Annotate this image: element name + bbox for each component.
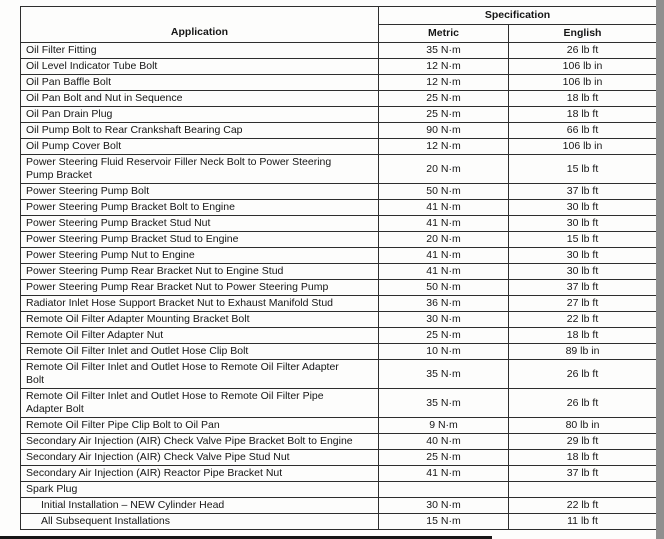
application-cell bbox=[21, 184, 379, 200]
table-row bbox=[21, 450, 657, 466]
metric-value-cell: 25 N·m bbox=[379, 450, 509, 466]
table-row bbox=[21, 91, 657, 107]
table-row bbox=[21, 248, 657, 264]
table-row bbox=[21, 184, 657, 200]
english-column-header: English bbox=[509, 25, 657, 43]
table-row bbox=[21, 312, 657, 328]
table-row bbox=[21, 75, 657, 91]
application-text: Oil Pan Bolt and Nut in Sequence bbox=[26, 92, 183, 104]
table-row bbox=[21, 43, 657, 59]
application-cell bbox=[21, 450, 379, 466]
application-cell bbox=[21, 434, 379, 450]
application-column-header: Application bbox=[21, 7, 379, 43]
application-text: Power Steering Pump Rear Bracket Nut to Power Steering Pump bbox=[26, 281, 329, 293]
application-text: Power Steering Pump Bolt bbox=[26, 185, 150, 197]
scan-edge-right bbox=[656, 0, 664, 539]
application-text: Secondary Air Injection (AIR) Check Valve Pipe Bracket Bolt to Engine bbox=[26, 435, 353, 447]
english-value-cell: 15 lb ft bbox=[509, 155, 657, 184]
table-row bbox=[21, 123, 657, 139]
metric-value-cell: 12 N·m bbox=[379, 75, 509, 91]
table-row bbox=[21, 434, 657, 450]
application-text: Power Steering Fluid Reservoir Filler Neck Bolt to Power Steering Pump Bracket bbox=[26, 156, 332, 181]
application-cell bbox=[21, 482, 379, 498]
application-cell bbox=[21, 123, 379, 139]
metric-value-cell: 90 N·m bbox=[379, 123, 509, 139]
english-value-cell: 89 lb in bbox=[509, 344, 657, 360]
application-text: Remote Oil Filter Pipe Clip Bolt to Oil Pan bbox=[26, 419, 220, 431]
application-text: Remote Oil Filter Adapter Nut bbox=[26, 329, 164, 341]
application-cell bbox=[21, 514, 379, 530]
metric-value-cell: 12 N·m bbox=[379, 59, 509, 75]
application-text: Oil Pan Drain Plug bbox=[26, 108, 113, 120]
application-text: Remote Oil Filter Inlet and Outlet Hose to Remote Oil Filter Adapter Bolt bbox=[26, 361, 339, 386]
specification-header: Specification bbox=[379, 7, 657, 25]
application-text: All Subsequent Installations bbox=[41, 515, 170, 527]
metric-value-cell: 50 N·m bbox=[379, 280, 509, 296]
table-row bbox=[21, 389, 657, 418]
application-cell bbox=[21, 248, 379, 264]
metric-value-cell: 25 N·m bbox=[379, 107, 509, 123]
application-text: Power Steering Pump Bracket Stud to Engine bbox=[26, 233, 239, 245]
application-cell bbox=[21, 264, 379, 280]
metric-column-header: Metric bbox=[379, 25, 509, 43]
application-text: Remote Oil Filter Adapter Mounting Bracket Bolt bbox=[26, 313, 250, 325]
english-value-cell: 37 lb ft bbox=[509, 466, 657, 482]
application-cell bbox=[21, 418, 379, 434]
application-cell bbox=[21, 75, 379, 91]
application-cell bbox=[21, 280, 379, 296]
english-value-cell: 106 lb in bbox=[509, 139, 657, 155]
application-cell bbox=[21, 296, 379, 312]
application-text: Oil Pump Bolt to Rear Crankshaft Bearing Cap bbox=[26, 124, 243, 136]
application-cell bbox=[21, 43, 379, 59]
metric-value-cell: 25 N·m bbox=[379, 328, 509, 344]
table-row bbox=[21, 155, 657, 184]
metric-value-cell: 35 N·m bbox=[379, 389, 509, 418]
application-text: Secondary Air Injection (AIR) Check Valve Pipe Stud Nut bbox=[26, 451, 290, 463]
application-text: Oil Level Indicator Tube Bolt bbox=[26, 60, 158, 72]
english-value-cell: 29 lb ft bbox=[509, 434, 657, 450]
metric-value-cell: 20 N·m bbox=[379, 155, 509, 184]
table-row bbox=[21, 328, 657, 344]
metric-value-cell: 41 N·m bbox=[379, 264, 509, 280]
table-row bbox=[21, 232, 657, 248]
application-cell bbox=[21, 216, 379, 232]
metric-value-cell: 36 N·m bbox=[379, 296, 509, 312]
table-row bbox=[21, 139, 657, 155]
application-text: Remote Oil Filter Inlet and Outlet Hose to Remote Oil Filter Pipe Adapter Bolt bbox=[26, 390, 324, 415]
english-value-cell: 22 lb ft bbox=[509, 498, 657, 514]
application-text: Oil Pump Cover Bolt bbox=[26, 140, 122, 152]
application-cell bbox=[21, 328, 379, 344]
metric-value-cell: 25 N·m bbox=[379, 91, 509, 107]
metric-value-cell: 35 N·m bbox=[379, 43, 509, 59]
application-text: Remote Oil Filter Inlet and Outlet Hose Clip Bolt bbox=[26, 345, 249, 357]
table-body bbox=[21, 43, 657, 530]
metric-value-cell: 30 N·m bbox=[379, 498, 509, 514]
english-value-cell: 18 lb ft bbox=[509, 91, 657, 107]
metric-value-cell: 15 N·m bbox=[379, 514, 509, 530]
english-value-cell: 30 lb ft bbox=[509, 248, 657, 264]
english-value-cell: 15 lb ft bbox=[509, 232, 657, 248]
application-cell bbox=[21, 498, 379, 514]
application-cell bbox=[21, 389, 379, 418]
table-row bbox=[21, 482, 657, 498]
application-text: Spark Plug bbox=[26, 483, 78, 495]
application-cell bbox=[21, 139, 379, 155]
english-value-cell: 18 lb ft bbox=[509, 450, 657, 466]
english-value-cell: 66 lb ft bbox=[509, 123, 657, 139]
english-value-cell: 106 lb in bbox=[509, 59, 657, 75]
table-row bbox=[21, 344, 657, 360]
english-value-cell: 26 lb ft bbox=[509, 360, 657, 389]
english-value-cell: 27 lb ft bbox=[509, 296, 657, 312]
metric-value-cell: 12 N·m bbox=[379, 139, 509, 155]
application-cell bbox=[21, 155, 379, 184]
english-value-cell: 30 lb ft bbox=[509, 216, 657, 232]
application-cell bbox=[21, 232, 379, 248]
application-text: Power Steering Pump Bracket Bolt to Engine bbox=[26, 201, 235, 213]
table-row bbox=[21, 280, 657, 296]
english-value-cell: 11 lb ft bbox=[509, 514, 657, 530]
application-cell bbox=[21, 344, 379, 360]
table-row bbox=[21, 107, 657, 123]
metric-value-cell: 40 N·m bbox=[379, 434, 509, 450]
application-cell bbox=[21, 59, 379, 75]
english-value-cell: 80 lb in bbox=[509, 418, 657, 434]
application-text: Radiator Inlet Hose Support Bracket Nut to Exhaust Manifold Stud bbox=[26, 297, 333, 309]
english-value-cell: 106 lb in bbox=[509, 75, 657, 91]
table-row bbox=[21, 216, 657, 232]
table-row bbox=[21, 264, 657, 280]
metric-value-cell: 41 N·m bbox=[379, 216, 509, 232]
english-value-cell: 37 lb ft bbox=[509, 280, 657, 296]
application-text: Oil Filter Fitting bbox=[26, 44, 97, 56]
table-row bbox=[21, 514, 657, 530]
application-text: Secondary Air Injection (AIR) Reactor Pipe Bracket Nut bbox=[26, 467, 283, 479]
table-row bbox=[21, 200, 657, 216]
table-row bbox=[21, 59, 657, 75]
metric-value-cell: 41 N·m bbox=[379, 200, 509, 216]
application-text: Initial Installation – NEW Cylinder Head bbox=[41, 499, 225, 511]
english-value-cell: 18 lb ft bbox=[509, 107, 657, 123]
english-value-cell: 30 lb ft bbox=[509, 264, 657, 280]
english-value-cell: 26 lb ft bbox=[509, 43, 657, 59]
table-row bbox=[21, 418, 657, 434]
application-cell bbox=[21, 91, 379, 107]
table-header bbox=[21, 7, 657, 43]
application-cell bbox=[21, 312, 379, 328]
english-value-cell: 37 lb ft bbox=[509, 184, 657, 200]
metric-value-cell: 50 N·m bbox=[379, 184, 509, 200]
application-text: Oil Pan Baffle Bolt bbox=[26, 76, 112, 88]
english-value-cell: 30 lb ft bbox=[509, 200, 657, 216]
application-text: Power Steering Pump Bracket Stud Nut bbox=[26, 217, 211, 229]
english-value-cell: 18 lb ft bbox=[509, 328, 657, 344]
table-row bbox=[21, 360, 657, 389]
metric-value-cell: 41 N·m bbox=[379, 248, 509, 264]
metric-value-cell: 20 N·m bbox=[379, 232, 509, 248]
english-value-cell bbox=[509, 482, 657, 498]
table-row bbox=[21, 498, 657, 514]
torque-spec-table bbox=[20, 6, 657, 530]
english-value-cell: 26 lb ft bbox=[509, 389, 657, 418]
metric-value-cell: 30 N·m bbox=[379, 312, 509, 328]
metric-value-cell bbox=[379, 482, 509, 498]
application-cell bbox=[21, 466, 379, 482]
application-cell bbox=[21, 200, 379, 216]
metric-value-cell: 10 N·m bbox=[379, 344, 509, 360]
english-value-cell: 22 lb ft bbox=[509, 312, 657, 328]
header-row-specification bbox=[21, 7, 657, 25]
application-cell bbox=[21, 360, 379, 389]
metric-value-cell: 35 N·m bbox=[379, 360, 509, 389]
metric-value-cell: 41 N·m bbox=[379, 466, 509, 482]
table-row bbox=[21, 466, 657, 482]
application-cell bbox=[21, 107, 379, 123]
application-text: Power Steering Pump Nut to Engine bbox=[26, 249, 195, 261]
metric-value-cell: 9 N·m bbox=[379, 418, 509, 434]
application-text: Power Steering Pump Rear Bracket Nut to Engine Stud bbox=[26, 265, 284, 277]
table-row bbox=[21, 296, 657, 312]
